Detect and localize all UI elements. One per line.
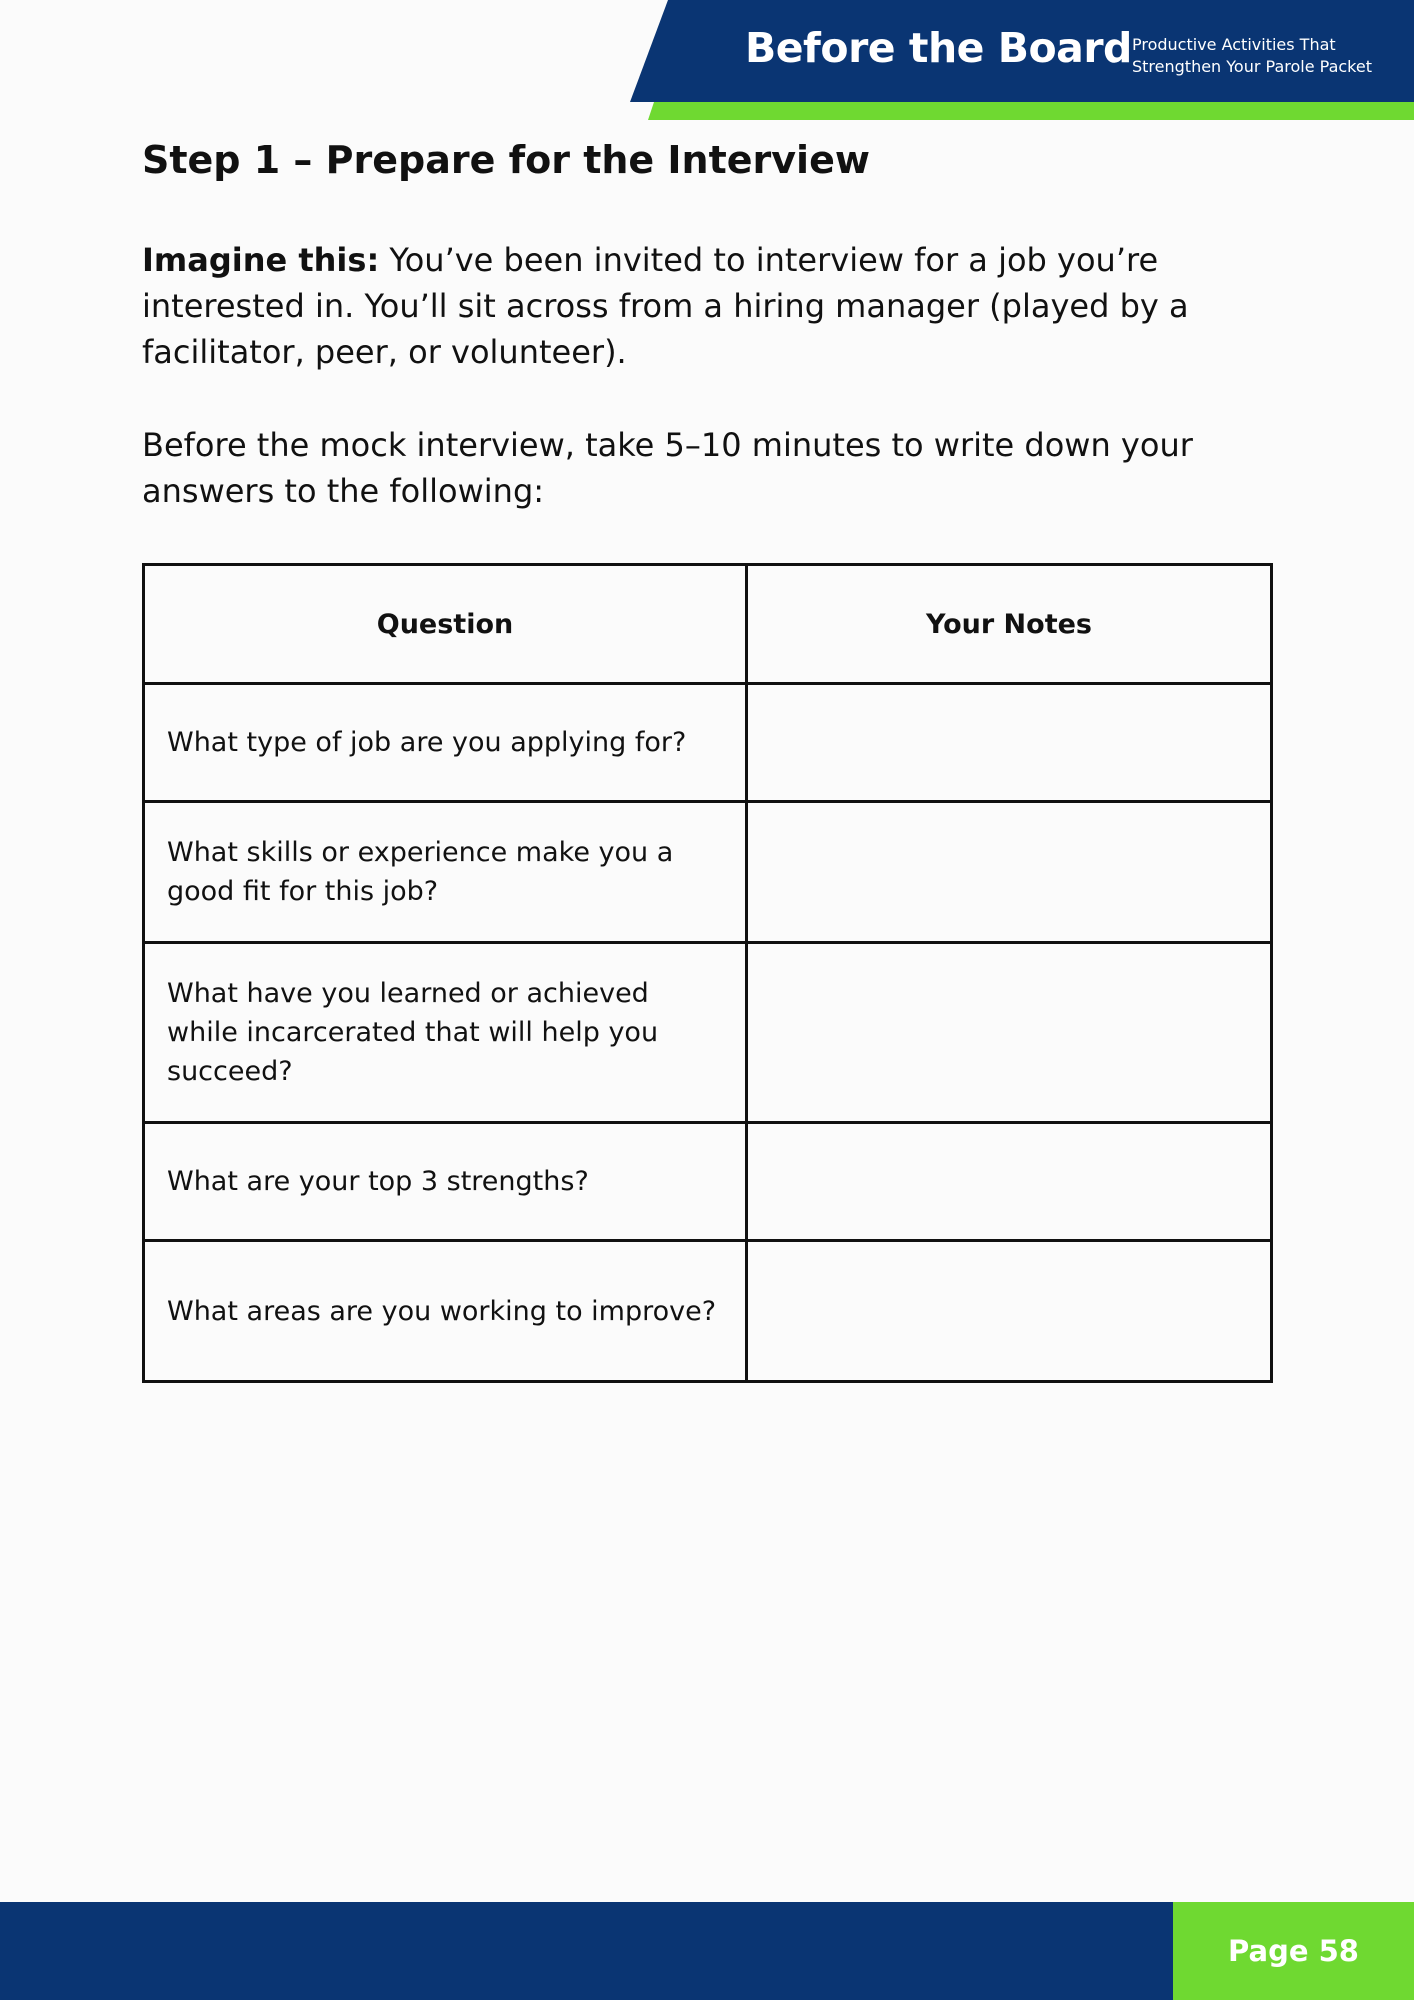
page-title: Step 1 – Prepare for the Interview [142,138,870,182]
table-header-row [144,565,1272,684]
intro-lead: Imagine this: [142,241,380,279]
question-cell: What have you learned or achieved while incarcerated that will help you succeed? [144,943,747,1123]
header-accent-stripe [648,102,1414,120]
column-header-notes: Your Notes [747,565,1272,684]
notes-cell[interactable] [747,1123,1272,1241]
notes-cell[interactable] [747,802,1272,943]
interview-prep-table [142,563,1273,1383]
brand-tagline [1132,34,1372,78]
table-row [144,1123,1272,1241]
page-number: Page 58 [1173,1902,1414,2000]
table-row [144,1241,1272,1382]
question-cell: What skills or experience make you a good fit for this job? [144,802,747,943]
intro-text: You’ve been invited to interview for a job you’re interested in. You’ll sit across from a hiring manager (played by a facilitator, peer, or volunteer). [142,241,1189,371]
table-row [144,943,1272,1123]
notes-cell[interactable] [747,1241,1272,1382]
intro-paragraph [142,237,1292,375]
notes-cell[interactable] [747,684,1272,802]
question-cell: What areas are you working to improve? [144,1241,747,1382]
instruction-paragraph: Before the mock interview, take 5–10 minutes to write down your answers to the following: [142,426,1193,510]
notes-cell[interactable] [747,943,1272,1123]
tagline-line-2: Strengthen Your Parole Packet [1132,57,1372,76]
table-row [144,684,1272,802]
table-row [144,802,1272,943]
question-cell: What type of job are you applying for? [144,684,747,802]
column-header-question: Question [144,565,747,684]
brand-title: Before the Board [745,24,1132,72]
question-cell: What are your top 3 strengths? [144,1123,747,1241]
tagline-line-1: Productive Activities That [1132,35,1336,54]
